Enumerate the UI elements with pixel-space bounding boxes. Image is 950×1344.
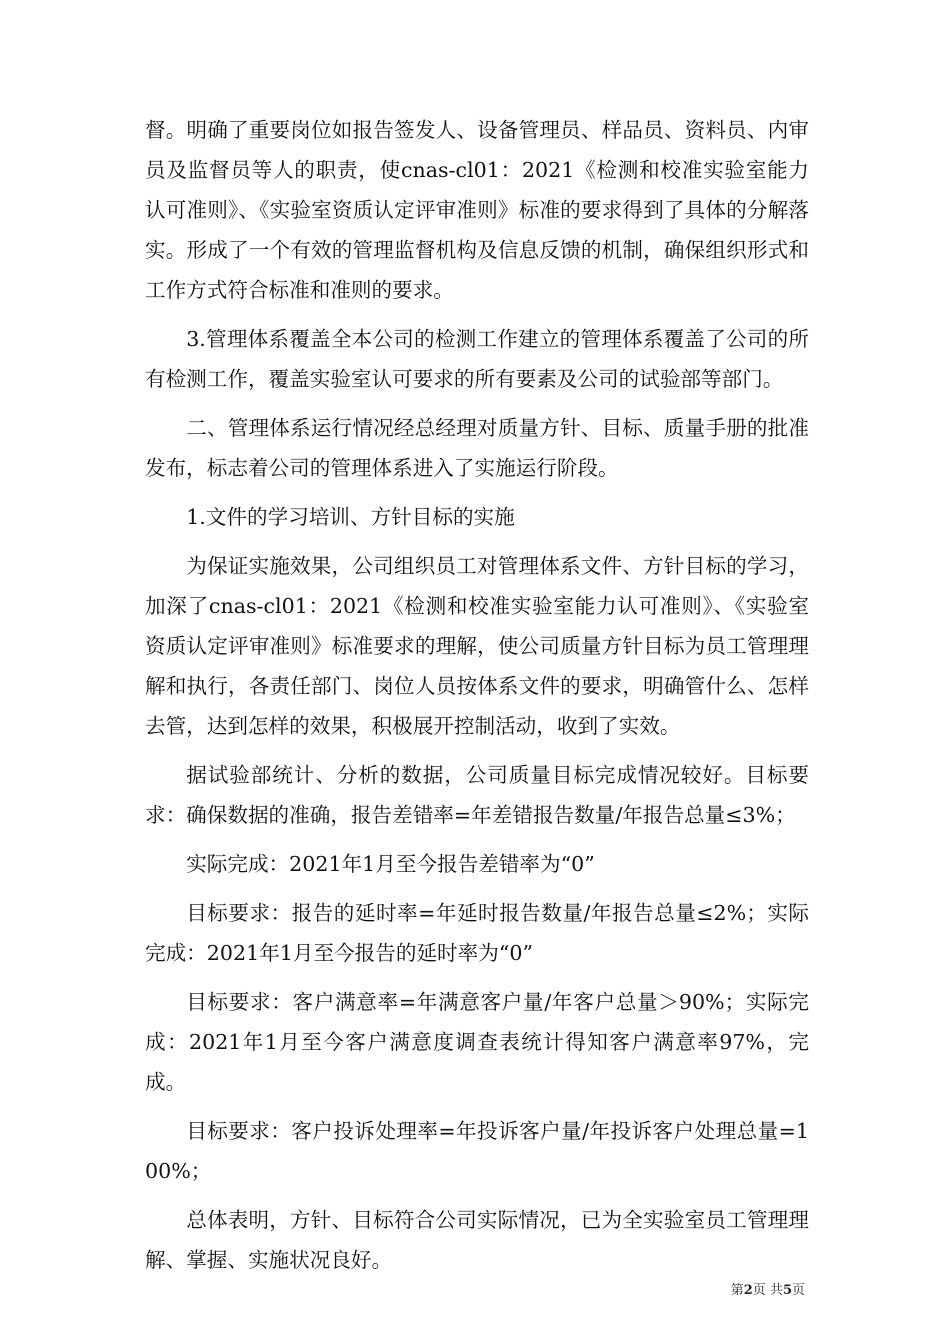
document-body xyxy=(145,110,809,1289)
footer-total-pages: 5 xyxy=(782,1283,792,1298)
footer-suffix: 页 xyxy=(791,1283,805,1298)
paragraph-satisfaction: 目标要求：客户满意率=年满意客户量/年客户总量＞90%；实际完成：2021年1月至今客户满意度调查表统计得知客户满意率97%，完成。 xyxy=(145,990,809,1094)
paragraph-delay-rate: 目标要求：报告的延时率=年延时报告数量/年报告总量≤2%；实际完成：2021年1月至今报告的延时率为“0” xyxy=(145,901,809,965)
paragraph-summary: 总体表明，方针、目标符合公司实际情况，已为全实验室员工管理理解、掌握、实施状况良好。 xyxy=(145,1208,809,1272)
paragraph-training-heading: 1.文件的学习培训、方针目标的实施 xyxy=(186,505,515,529)
paragraph-training: 为保证实施效果，公司组织员工对管理体系文件、方针目标的学习，加深了cnas-cl01：2021《检测和校准实验室能力认可准则》、《实验室资质认定评审准则》标准要求的理解，使公司质量方针目标为员工管理理解和执行，各责任部门、岗位人员按体系文件的要求，明确管什么、怎样去管，达到怎样的效果，积极展开控制活动，收到了实效。 xyxy=(145,554,809,738)
footer-middle: 页 共 xyxy=(752,1283,783,1298)
paragraph-complaints: 目标要求：客户投诉处理率=年投诉客户量/年投诉客户处理总量=100%； xyxy=(145,1119,809,1183)
footer-current-page: 2 xyxy=(743,1283,753,1298)
footer-prefix: 第 xyxy=(730,1283,744,1298)
paragraph-error-rate-result: 实际完成：2021年1月至今报告差错率为“0” xyxy=(186,852,595,876)
paragraph-statistics: 据试验部统计、分析的数据，公司质量目标完成情况较好。目标要求：确保数据的准确，报告差错率=年差错报告数量/年报告总量≤3%； xyxy=(145,763,809,827)
paragraph-responsibilities: 督。明确了重要岗位如报告签发人、设备管理员、样品员、资料员、内审员及监督员等人的职责，使cnas-cl01：2021《检测和校准实验室能力认可准则》、《实验室资质认定评审准则》标准的要求得到了具体的分解落实。形成了一个有效的管理监督机构及信息反馈的机制，确保组织形式和工作方式符合标准和准则的要求。 xyxy=(145,118,809,302)
paragraph-operation-heading: 二、管理体系运行情况经总经理对质量方针、目标、质量手册的批准发布，标志着公司的管理体系进入了实施运行阶段。 xyxy=(145,416,809,480)
page-number-footer xyxy=(731,1279,805,1298)
paragraph-coverage: 3.管理体系覆盖全本公司的检测工作建立的管理体系覆盖了公司的所有检测工作，覆盖实验室认可要求的所有要素及公司的试验部等部门。 xyxy=(145,327,809,391)
